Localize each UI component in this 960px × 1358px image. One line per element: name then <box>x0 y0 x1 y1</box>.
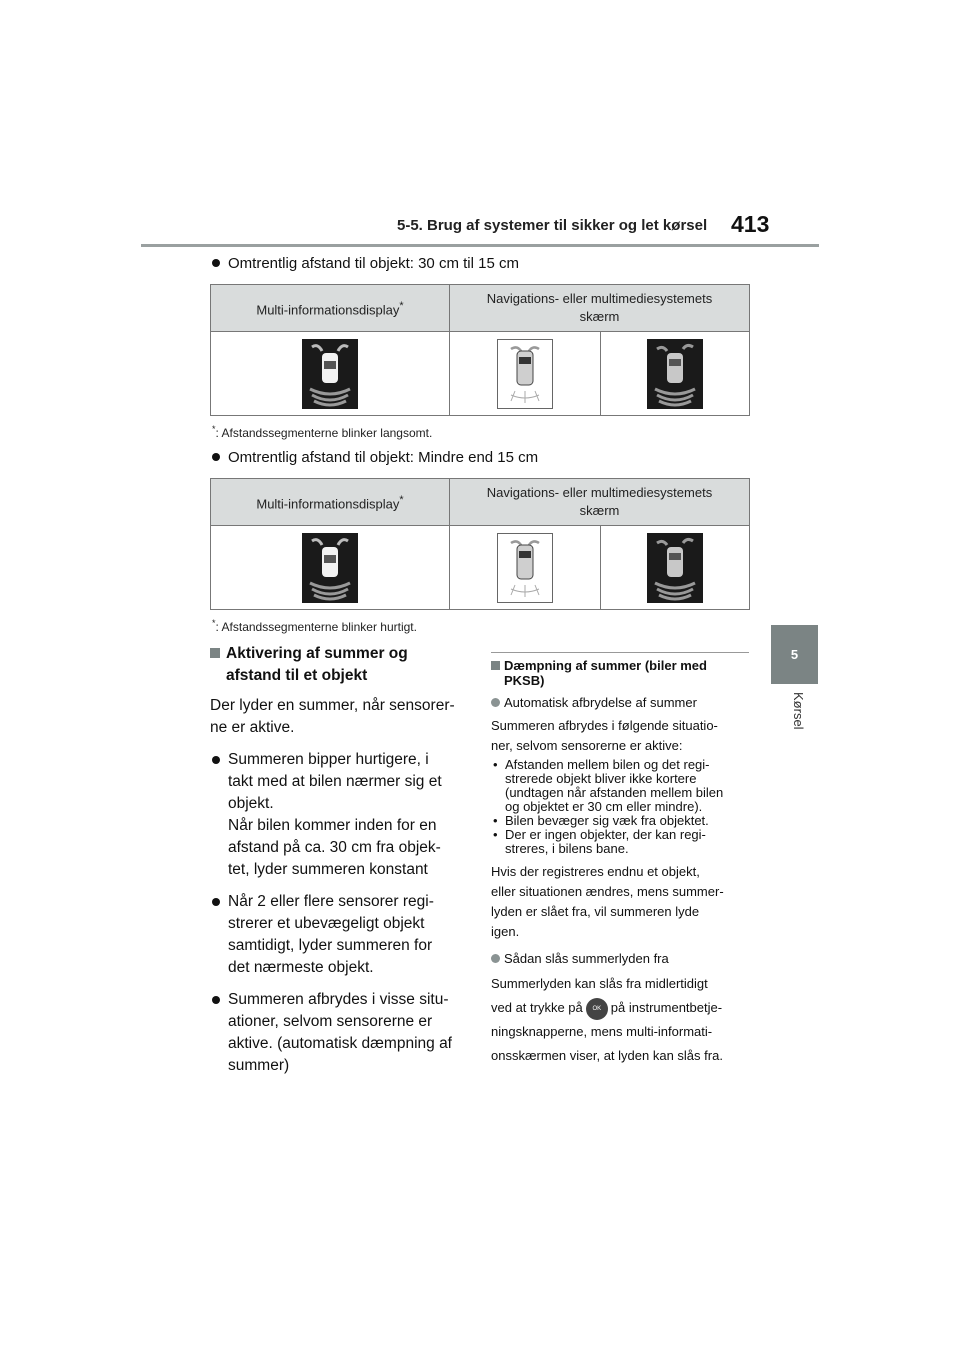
distance-bullet-1 <box>212 255 519 272</box>
subheading-dot-icon <box>491 954 500 963</box>
header-nav-screen: Navigations- eller multimediesystemets skærm <box>450 285 750 332</box>
section-square-icon <box>491 661 500 670</box>
nav-screen-image-left <box>450 332 601 416</box>
header-multi-info: Multi-informationsdisplay* <box>211 479 450 526</box>
bullet-icon <box>212 259 220 267</box>
bullet-icon <box>212 996 220 1004</box>
mute-section <box>491 658 751 1068</box>
nav-screen-image-right <box>601 526 750 610</box>
manual-mute-subheading: Sådan slås summerlyden fra <box>491 950 751 968</box>
parking-sensor-multi-info-icon <box>302 533 358 603</box>
parking-sensor-nav-dark-icon <box>647 533 703 603</box>
auto-mute-text: Summeren afbrydes i følgende situatio- ner, selvom sensorerne er aktive: <box>491 718 718 753</box>
parking-sensor-multi-info-icon <box>302 339 358 409</box>
auto-mute-subheading: Automatisk afbrydelse af summer <box>491 694 751 712</box>
bullet-icon <box>212 756 220 764</box>
header-divider <box>141 244 819 247</box>
parking-sensor-nav-dark-icon <box>647 339 703 409</box>
condition-item-1: • Afstanden mellem bilen og det regi- strerede objekt bliver ikke kortere (undtagen når afstanden mellem bilen og objektet er 30 cm eller mindre). <box>493 757 724 814</box>
buzzer-intro: Der lyder en summer, når sensorer- ne er aktive. <box>210 697 455 736</box>
bullet-text: Omtrentlig afstand til objekt: 30 cm til 15 cm <box>228 255 519 272</box>
footnote-1: *: Afstandssegmenterne blinker langsomt. <box>212 424 433 440</box>
section-title: 5-5. Brug af systemer til sikker og let kørsel <box>397 217 708 234</box>
chapter-number: 5 <box>790 647 799 662</box>
resume-text: Hvis der registreres endnu et objekt, eller situationen ændres, mens summer- lyden er slået fra, vil summeren lyde igen. <box>491 864 724 939</box>
display-table-1 <box>210 284 750 416</box>
buzzer-bullet-2: Når 2 eller flere sensorer regi- strerer et ubevægeligt objekt samtidigt, lyder summeren for det nærmeste objekt. <box>210 891 470 979</box>
condition-item-3: • Der er ingen objekter, der kan regi- streres, i bilens bane. <box>493 827 706 856</box>
page-number: 413 <box>731 211 770 237</box>
nav-screen-image-right <box>601 332 750 416</box>
bullet-text: Omtrentlig afstand til objekt: Mindre end 15 cm <box>228 449 539 466</box>
bullet-icon <box>212 898 220 906</box>
distance-bullet-2 <box>212 449 538 466</box>
right-column-divider <box>491 652 749 653</box>
chapter-label: Kørsel <box>791 692 806 730</box>
header-nav-screen: Navigations- eller multimediesystemets skærm <box>450 479 750 526</box>
bullet-icon <box>212 453 220 461</box>
ok-button-icon: OK <box>586 998 608 1020</box>
mute-heading: Dæmpning af summer (biler med PKSB) <box>491 658 751 688</box>
nav-screen-image-left <box>450 526 601 610</box>
footnote-2: *: Afstandssegmenterne blinker hurtigt. <box>212 618 417 634</box>
manual-mute-text: Summerlyden kan slås fra midlertidigt ved at trykke på OK på instrumentbetje- ningsknapperne, mens multi-informati- onsskærmen viser, at lyden kan slås fra. <box>491 976 723 1063</box>
multi-info-image <box>211 332 450 416</box>
condition-item-2: • Bilen bevæger sig væk fra objektet. <box>493 813 709 828</box>
header-multi-info: Multi-informationsdisplay* <box>211 285 450 332</box>
section-square-icon <box>210 648 220 658</box>
parking-sensor-nav-light-icon <box>497 533 553 603</box>
multi-info-image <box>211 526 450 610</box>
buzzer-bullet-3: Summeren afbrydes i visse situ- ationer, selvom sensorerne er aktive. (automatisk dæmpning af summer) <box>210 989 470 1077</box>
parking-sensor-nav-light-icon <box>497 339 553 409</box>
display-table-2 <box>210 478 750 610</box>
buzzer-bullet-1: Summeren bipper hurtigere, i takt med at bilen nærmer sig et objekt. Når bilen kommer inden for en afstand på ca. 30 cm fra objek- tet, lyder summeren konstant <box>210 749 470 881</box>
buzzer-section <box>210 643 470 1077</box>
chapter-tab <box>771 625 818 684</box>
buzzer-heading: Aktivering af summer og afstand til et objekt <box>210 643 470 687</box>
subheading-dot-icon <box>491 698 500 707</box>
